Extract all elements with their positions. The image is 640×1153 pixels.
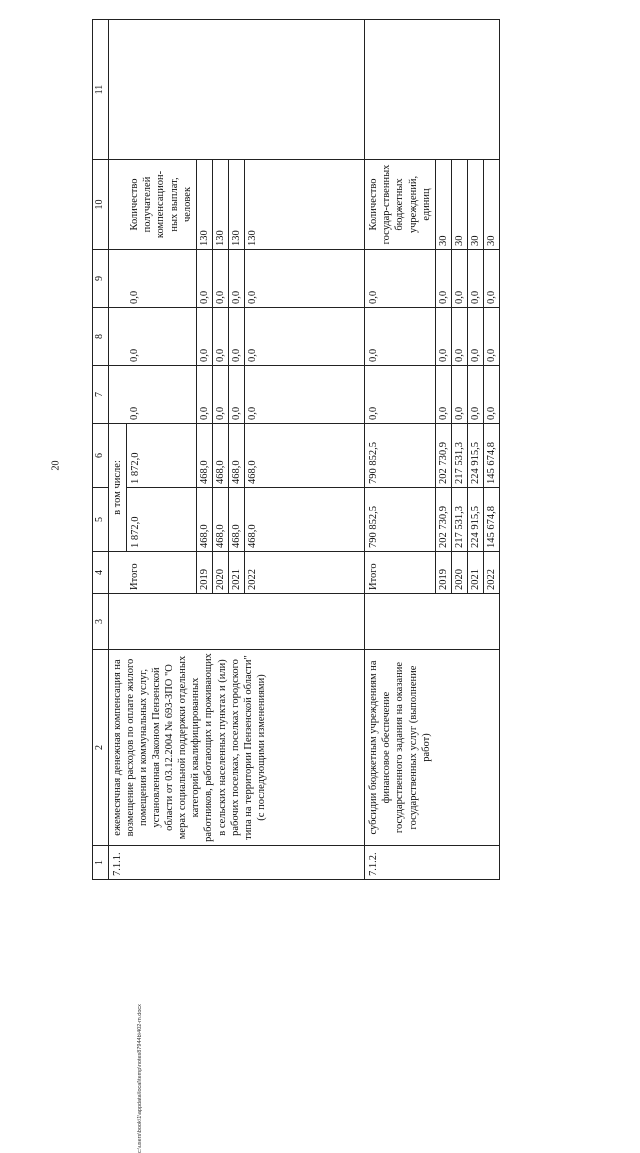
value-cell: 0,0: [484, 366, 500, 424]
value-cell: 145 674,8: [484, 488, 500, 552]
value-cell: 0,0: [196, 250, 212, 308]
total-value: 0,0: [365, 250, 436, 308]
budget-table-sheet: [92, 20, 612, 880]
indicator-label: Количество государ-ственных бюджетных учреждений, единиц: [365, 160, 436, 250]
value-cell: 0,0: [435, 308, 451, 366]
value-cell: 0,0: [229, 308, 245, 366]
value-cell: 0,0: [212, 250, 228, 308]
total-value: 790 852,5: [365, 488, 436, 552]
column-number: 10: [93, 160, 109, 250]
indicator-value: 30: [484, 160, 500, 250]
empty-cell: [108, 366, 126, 424]
value-cell: 0,0: [435, 250, 451, 308]
indicator-value: 130: [245, 160, 365, 250]
section-id: 7.1.1.: [108, 846, 365, 880]
empty-cell: [108, 20, 365, 160]
year: 2022: [245, 552, 365, 594]
column-number: 8: [93, 308, 109, 366]
value-cell: 468,0: [229, 424, 245, 488]
year: 2022: [484, 552, 500, 594]
total-row: [365, 20, 436, 880]
total-label: Итого: [126, 552, 196, 594]
total-value: 0,0: [126, 308, 196, 366]
column-number: 5: [93, 488, 109, 552]
total-value: 0,0: [365, 308, 436, 366]
value-cell: 0,0: [245, 366, 365, 424]
empty-cell: [108, 552, 126, 594]
section-description: ежемесячная денежная компенсация на возмещение расходов по оплате жилого помещения и коммунальных услуг, установленная Законом Пензенской области от 03.12.2004 № 693-ЗПО "О мерах социальной поддержки отдельных категорий квалифицированных работников, работающих и проживающих в сельских населенных пунктах и (или) рабочих поселках, поселках городского типа на территории Пензенской области" (с последующими изменениями): [108, 650, 365, 846]
total-value: 0,0: [126, 250, 196, 308]
value-cell: 202 730,9: [435, 424, 451, 488]
total-value: 0,0: [126, 366, 196, 424]
indicator-value: 30: [468, 160, 484, 250]
total-value: 790 852,5: [365, 424, 436, 488]
year: 2019: [196, 552, 212, 594]
column-number: 3: [93, 594, 109, 650]
empty-cell: [108, 308, 126, 366]
value-cell: 0,0: [468, 250, 484, 308]
value-cell: 0,0: [245, 308, 365, 366]
page-number: 20: [50, 460, 62, 471]
value-cell: 0,0: [229, 366, 245, 424]
value-cell: 468,0: [212, 488, 228, 552]
value-cell: 145 674,8: [484, 424, 500, 488]
column-number-row: [93, 20, 109, 880]
value-cell: 217 531,3: [451, 488, 467, 552]
empty-cell: [108, 250, 126, 308]
value-cell: 0,0: [451, 366, 467, 424]
value-cell: 0,0: [212, 308, 228, 366]
column-number: 1: [93, 846, 109, 880]
total-value: 1 872,0: [126, 488, 196, 552]
value-cell: 468,0: [229, 488, 245, 552]
value-cell: 0,0: [196, 366, 212, 424]
total-value: 1 872,0: [126, 424, 196, 488]
in-total-label: в том числе:: [108, 424, 126, 552]
column-number: 2: [93, 650, 109, 846]
value-cell: 468,0: [196, 424, 212, 488]
indicator-value: 30: [451, 160, 467, 250]
value-cell: 0,0: [196, 308, 212, 366]
empty-cell: [365, 20, 500, 160]
year: 2020: [212, 552, 228, 594]
value-cell: 0,0: [468, 308, 484, 366]
value-cell: 468,0: [196, 488, 212, 552]
empty-cell: [108, 594, 365, 650]
rotated-page-container: [92, 20, 612, 880]
column-number: 4: [93, 552, 109, 594]
column-number: 6: [93, 424, 109, 488]
value-cell: 0,0: [468, 366, 484, 424]
value-cell: 202 730,9: [435, 488, 451, 552]
column-number: 7: [93, 366, 109, 424]
budget-table: [92, 19, 500, 880]
section-id: 7.1.2.: [365, 846, 500, 880]
value-cell: 217 531,3: [451, 424, 467, 488]
in-total-row: [108, 20, 126, 880]
year: 2021: [229, 552, 245, 594]
column-number: 9: [93, 250, 109, 308]
value-cell: 0,0: [484, 250, 500, 308]
value-cell: 0,0: [484, 308, 500, 366]
column-number: 11: [93, 20, 109, 160]
value-cell: 0,0: [435, 366, 451, 424]
empty-cell: [365, 594, 500, 650]
value-cell: 0,0: [245, 250, 365, 308]
indicator-value: 130: [196, 160, 212, 250]
indicator-value: 130: [229, 160, 245, 250]
value-cell: 0,0: [212, 366, 228, 424]
indicator-value: 30: [435, 160, 451, 250]
value-cell: 468,0: [212, 424, 228, 488]
empty-cell: [108, 160, 126, 250]
value-cell: 0,0: [229, 250, 245, 308]
year: 2020: [451, 552, 467, 594]
value-cell: 224 915,5: [468, 424, 484, 488]
value-cell: 224 915,5: [468, 488, 484, 552]
value-cell: 468,0: [245, 424, 365, 488]
footer-file-path: c:\users\book\1\appdata\local\temp\notes87944b\402-m.docx: [137, 1004, 143, 1153]
value-cell: 468,0: [245, 488, 365, 552]
value-cell: 0,0: [451, 250, 467, 308]
section-description: субсидии бюджетным учреждениям на финансовое обеспечение государственного задания на оказание государственных услуг (выполнение работ): [365, 650, 500, 846]
total-label: Итого: [365, 552, 436, 594]
total-value: 0,0: [365, 366, 436, 424]
indicator-value: 130: [212, 160, 228, 250]
indicator-label: Количество получателей компенсацион-ных выплат, человек: [126, 160, 196, 250]
year: 2021: [468, 552, 484, 594]
year: 2019: [435, 552, 451, 594]
value-cell: 0,0: [451, 308, 467, 366]
